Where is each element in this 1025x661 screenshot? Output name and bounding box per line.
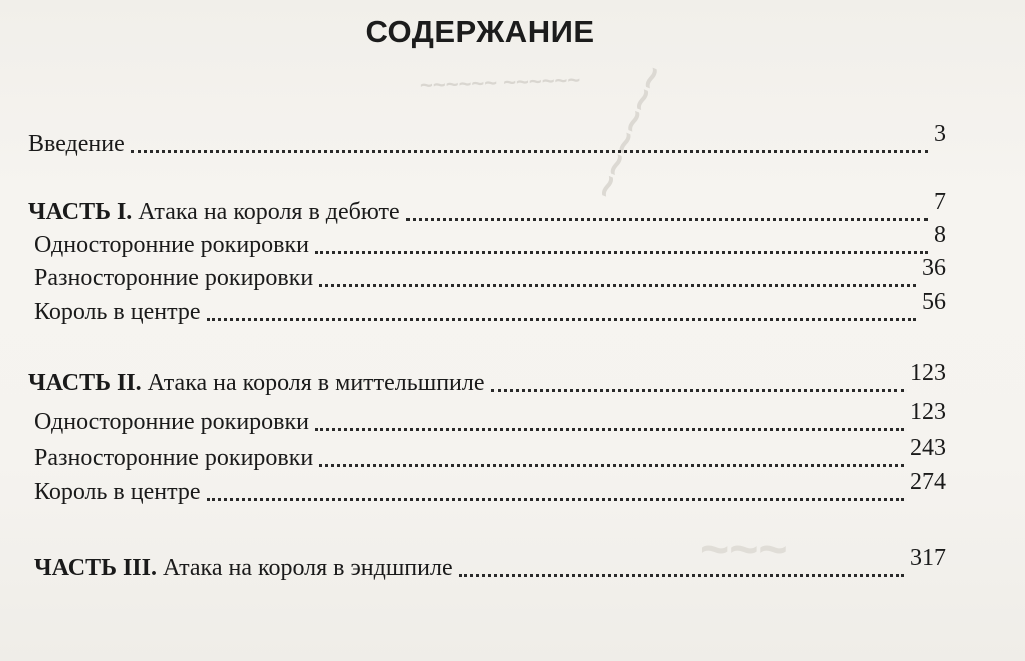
toc-entry-label: Атака на короля в миттельшпиле (147, 370, 485, 396)
toc-entry-page: 36 (922, 255, 946, 281)
toc-entry-label: Разносторонние рокировки (34, 445, 314, 471)
dot-leader (491, 383, 904, 392)
dot-leader (131, 144, 928, 153)
toc-entry (34, 255, 946, 292)
toc-part-number: ЧАСТЬ II. (28, 370, 142, 396)
toc-entry-label: Король в центре (34, 479, 201, 505)
toc-part-entry (34, 545, 946, 582)
dot-leader (207, 492, 904, 501)
toc-entry-page: 274 (910, 469, 946, 495)
toc-entry-page: 8 (934, 222, 946, 248)
show-through-text: ~~~~~~ ~~~~~~ (419, 67, 581, 98)
dot-leader (315, 422, 904, 431)
toc-entry (34, 289, 946, 326)
toc-entry-label: Разносторонние рокировки (34, 265, 314, 291)
show-through-text: ~~~ (700, 521, 788, 577)
dot-leader (406, 212, 928, 221)
dot-leader (207, 312, 916, 321)
toc-entry-page: 56 (922, 289, 946, 315)
dot-leader (319, 458, 904, 467)
dot-leader (319, 278, 916, 287)
toc-entry-page: 7 (934, 189, 946, 215)
toc-entry-page: 123 (910, 399, 946, 425)
toc-entry (34, 399, 946, 436)
toc-entry-label: Атака на короля в дебюте (138, 199, 400, 225)
show-through-text: ~~~~~~ (582, 59, 677, 206)
toc-entry (28, 121, 946, 158)
toc-part-number: ЧАСТЬ I. (28, 199, 133, 225)
toc-entry-page: 3 (934, 121, 946, 147)
page-title: СОДЕРЖАНИЕ (365, 14, 595, 49)
dot-leader (459, 568, 904, 577)
toc-part-entry (28, 189, 946, 226)
toc-entry-page: 317 (910, 545, 946, 571)
toc-entry (34, 469, 946, 506)
toc-entry-label: Король в центре (34, 299, 201, 325)
toc-entry-page: 243 (910, 435, 946, 461)
toc-entry-label: Атака на короля в эндшпиле (162, 555, 453, 581)
toc-part-entry (28, 360, 946, 397)
toc-entry (34, 222, 946, 259)
toc-part-number: ЧАСТЬ III. (34, 555, 157, 581)
toc-entry (34, 435, 946, 472)
toc-entry-label: Односторонние рокировки (34, 232, 310, 258)
toc-entry-label: Односторонние рокировки (34, 409, 310, 435)
toc-entry-label: Введение (28, 131, 125, 157)
dot-leader (315, 245, 928, 254)
toc-entry-page: 123 (910, 360, 946, 386)
